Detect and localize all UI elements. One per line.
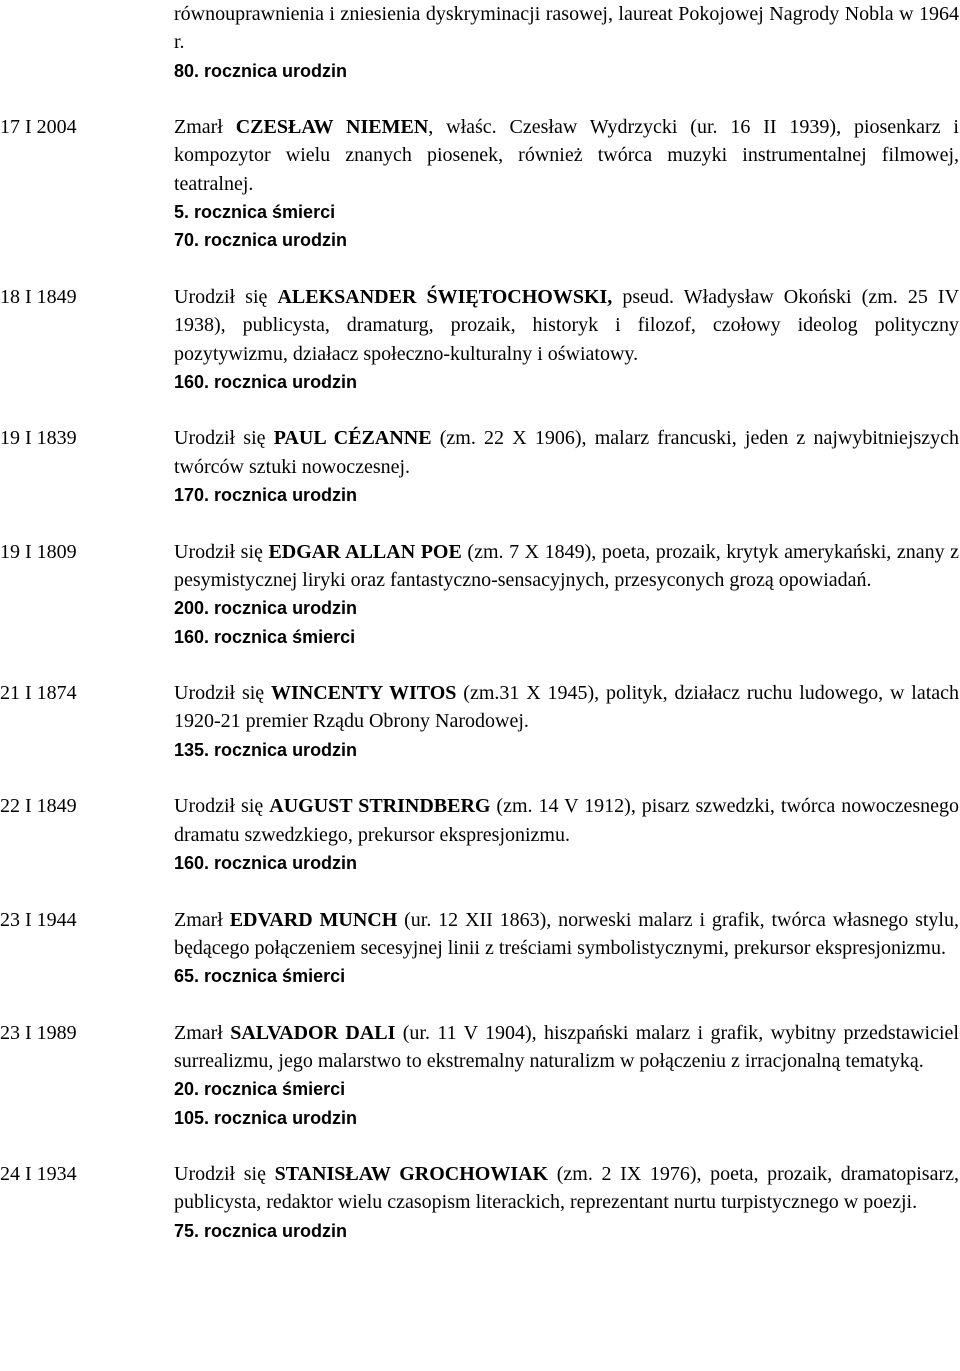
entry-person-name: EDVARD MUNCH — [229, 908, 398, 931]
entry-text-after: (zm.31 X 1945), polityk, działacz ruchu ludowego, w latach 1920-21 premier Rządu Obrony Narodowej. — [174, 682, 960, 733]
entry-text-after: (zm. 7 X 1849), poeta, prozaik, krytyk amerykański, znany z pesymistycznej liryki oraz fantastyczno-sensacyjnych, przesyconych grozą opowiadań. — [174, 540, 960, 591]
entry-spacer — [0, 396, 960, 424]
anniversary-label: 65. rocznica śmierci — [174, 966, 346, 987]
calendar-entry — [0, 1019, 960, 1132]
anniversary-label: 20. rocznica śmierci — [174, 1079, 346, 1100]
anniversary-label: 70. rocznica urodzin — [174, 230, 348, 251]
entry-text-before: Urodził się — [174, 540, 269, 563]
entry-body — [174, 424, 959, 509]
entry-text-after: (zm. 2 IX 1976), poeta, prozaik, dramatopisarz, publicysta, redaktor wielu czasopism literackich, reprezentant nurtu turpistycznego w poezji. — [174, 1163, 960, 1214]
anniversary-label: 135. rocznica urodzin — [174, 739, 358, 760]
entry-date: 23 I 1989 — [0, 1021, 77, 1044]
entry-body — [174, 113, 959, 254]
entry-date: 18 I 1849 — [0, 285, 77, 308]
entry-date: 22 I 1849 — [0, 795, 77, 818]
anniversary-label: 160. rocznica urodzin — [174, 371, 358, 392]
entry-text — [174, 538, 959, 595]
entry-person-name: PAUL CÉZANNE — [273, 427, 432, 450]
entry-body — [174, 538, 959, 651]
entry-person-name: SALVADOR DALI — [230, 1021, 396, 1044]
entry-spacer — [0, 85, 960, 113]
entry-body — [174, 1019, 959, 1132]
entry-text-before: Zmarł — [174, 1021, 231, 1044]
entry-spacer — [0, 764, 960, 792]
entry-text-after: (ur. 12 XII 1863), norweski malarz i grafik, twórca własnego stylu, będącego połączeniem secesyjnej linii z treściami symbolistycznymi, prekursor ekspresjonizmu. — [174, 908, 959, 959]
calendar-entry — [0, 679, 960, 764]
entry-date: 21 I 1874 — [0, 682, 77, 705]
entry-date: 19 I 1839 — [0, 427, 77, 450]
entry-body — [174, 679, 959, 764]
entry-date: 19 I 1809 — [0, 540, 77, 563]
calendar-entry — [0, 424, 960, 509]
entry-text — [174, 679, 959, 736]
entry-person-name: ALEKSANDER ŚWIĘTOCHOWSKI, — [277, 285, 613, 308]
entry-text-before: Urodził się — [174, 285, 278, 308]
anniversary-label: 170. rocznica urodzin — [174, 485, 358, 506]
entry-text-before: równouprawnienia i zniesienia dyskryminacji rasowej, laureat Pokojowej Nagrody Nobla w 1964 r. — [174, 3, 959, 54]
anniversary-label: 80. rocznica urodzin — [174, 60, 348, 81]
entry-text — [174, 283, 959, 368]
entry-text-before: Urodził się — [174, 1163, 275, 1186]
entry-spacer — [0, 509, 960, 537]
anniversary-label: 200. rocznica urodzin — [174, 598, 358, 619]
entry-text-before: Urodził się — [174, 682, 272, 705]
entry-text-after: pseud. Władysław Okoński (zm. 25 IV 1938), publicysta, dramaturg, prozaik, historyk i filozof, czołowy ideolog polityczny pozytywizmu, działacz społeczno-kulturalny i oświatowy. — [174, 285, 960, 365]
entry-spacer — [0, 651, 960, 679]
calendar-entry — [0, 113, 960, 254]
entry-person-name: WINCENTY WITOS — [271, 682, 457, 705]
anniversary-label: 160. rocznica śmierci — [174, 626, 356, 647]
entry-person-name: STANISŁAW GROCHOWIAK — [274, 1163, 549, 1186]
entry-person-name: EDGAR ALLAN POE — [268, 540, 462, 563]
entry-body — [174, 283, 959, 396]
entry-body — [174, 792, 959, 877]
anniversary-label: 5. rocznica śmierci — [174, 202, 336, 223]
entry-text — [174, 792, 959, 849]
entry-spacer — [0, 255, 960, 283]
entry-date: 24 I 1934 — [0, 1163, 77, 1186]
entry-text — [174, 1160, 959, 1217]
entry-text — [174, 113, 959, 198]
entry-spacer — [0, 1132, 960, 1160]
anniversary-label: 160. rocznica urodzin — [174, 852, 358, 873]
anniversary-label: 105. rocznica urodzin — [174, 1107, 358, 1128]
calendar-entry — [0, 1160, 960, 1245]
entry-date: 17 I 2004 — [0, 116, 77, 139]
calendar-entry — [0, 906, 960, 991]
entry-person-name: AUGUST STRINDBERG — [269, 795, 491, 818]
calendar-entry — [0, 792, 960, 877]
entry-text-after: (ur. 11 V 1904), hiszpański malarz i grafik, wybitny przedstawiciel surrealizmu, jego malarstwo to ekstremalny naturalizm w połączeniu z irracjonalną tematyką. — [174, 1021, 959, 1072]
entry-text-after: (zm. 22 X 1906), malarz francuski, jeden z najwybitniejszych twórców sztuki nowoczesnej. — [174, 427, 959, 478]
entry-text — [174, 0, 959, 57]
entry-text — [174, 424, 959, 481]
entry-body — [174, 906, 959, 991]
entry-text-after: , właśc. Czesław Wydrzycki (ur. 16 II 1939), piosenkarz i kompozytor wielu znanych piosenek, również twórca muzyki instrumentalnej filmowej, teatralnej. — [174, 116, 959, 195]
calendar-entry — [0, 538, 960, 651]
entry-body — [174, 0, 959, 85]
calendar-entry — [0, 0, 960, 85]
entry-spacer — [0, 990, 960, 1018]
entry-person-name: CZESŁAW NIEMEN — [235, 116, 429, 139]
entry-text-before: Zmarł — [174, 908, 230, 931]
entry-text — [174, 906, 959, 963]
entry-spacer — [0, 877, 960, 905]
entry-text-before: Urodził się — [174, 427, 274, 450]
entry-text — [174, 1019, 959, 1076]
entry-text-before: Urodził się — [174, 795, 270, 818]
anniversary-label: 75. rocznica urodzin — [174, 1220, 348, 1241]
calendar-entry — [0, 283, 960, 396]
entry-date: 23 I 1944 — [0, 908, 77, 931]
entry-text-before: Zmarł — [174, 116, 236, 139]
entry-text-after: (zm. 14 V 1912), pisarz szwedzki, twórca nowoczesnego dramatu szwedzkiego, prekursor ekspresjonizmu. — [174, 795, 959, 846]
entry-body — [174, 1160, 959, 1245]
